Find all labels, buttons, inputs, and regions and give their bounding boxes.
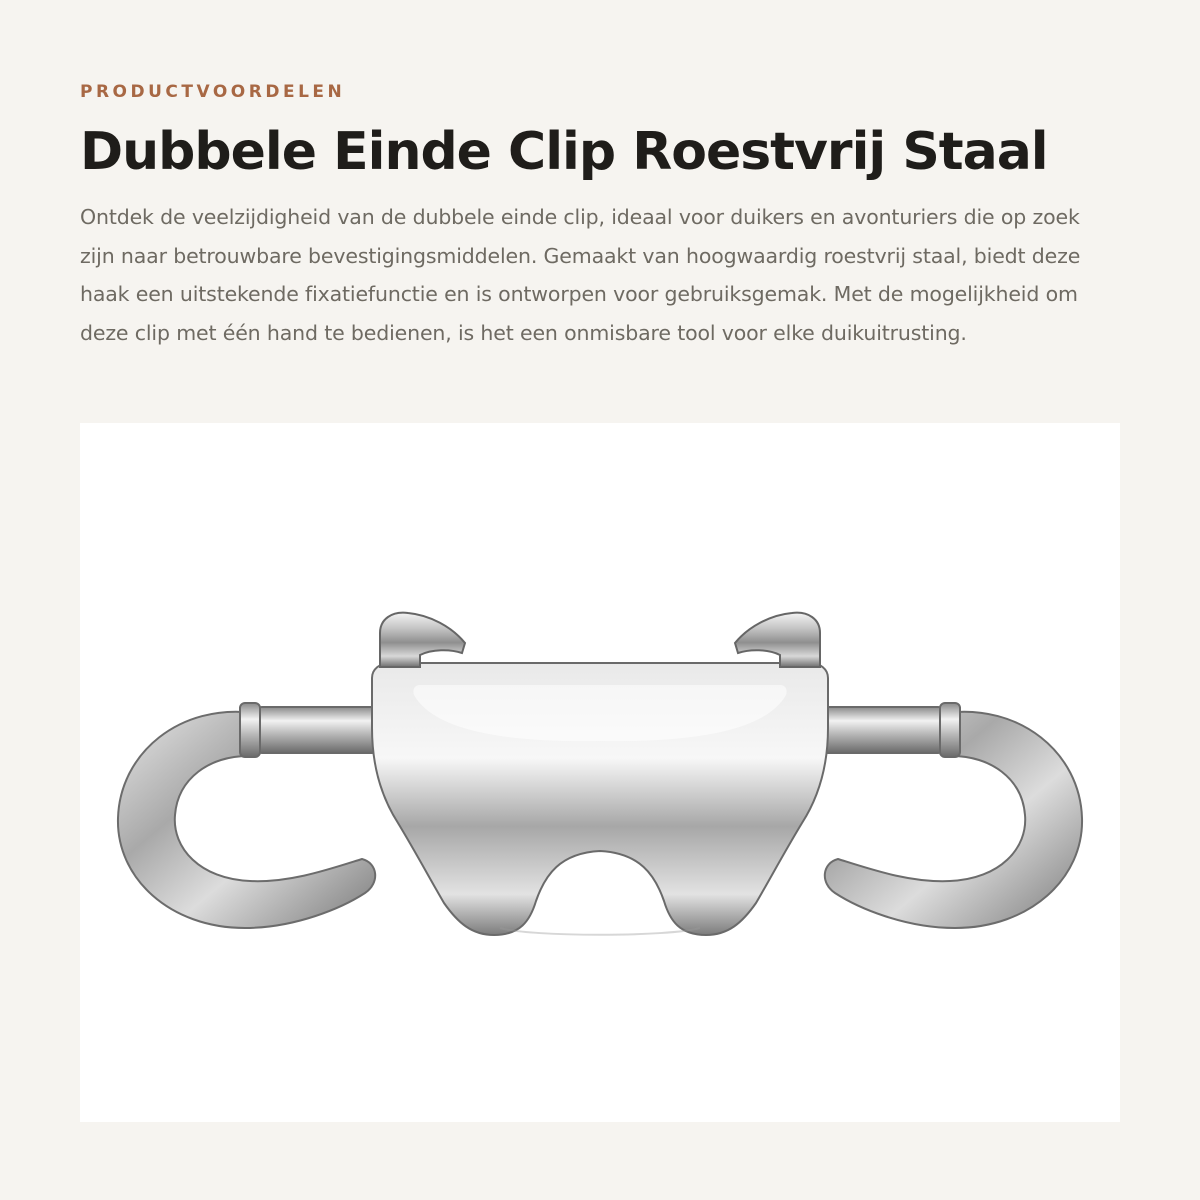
product-image	[80, 423, 1120, 1122]
left-gate-nose	[380, 613, 465, 667]
double-end-snap-clip-icon	[80, 423, 1120, 1122]
left-spring-pin	[252, 707, 382, 753]
product-description: Ontdek de veelzijdigheid van de dubbele einde clip, ideaal voor duikers en avonturiers die op zoek zijn naar betrouwbare bevestigingsmiddelen. Gemaakt van hoogwaardig roestvrij staal, biedt deze haak een uitstekende fixatiefunctie en is ontworpen voor gebruiksgemak. Met de mogelijkheid om deze clip met één hand te bedienen, is het een onmisbare tool voor elke duikuitrusting.	[80, 205, 1081, 345]
right-gate-nose	[735, 613, 820, 667]
section-eyebrow: PRODUCTVOORDELEN	[80, 82, 346, 102]
product-benefits-section	[80, 78, 1120, 352]
product-title: Dubbele Einde Clip Roestvrij Staal	[80, 122, 1048, 182]
right-spring-pin	[818, 707, 948, 753]
